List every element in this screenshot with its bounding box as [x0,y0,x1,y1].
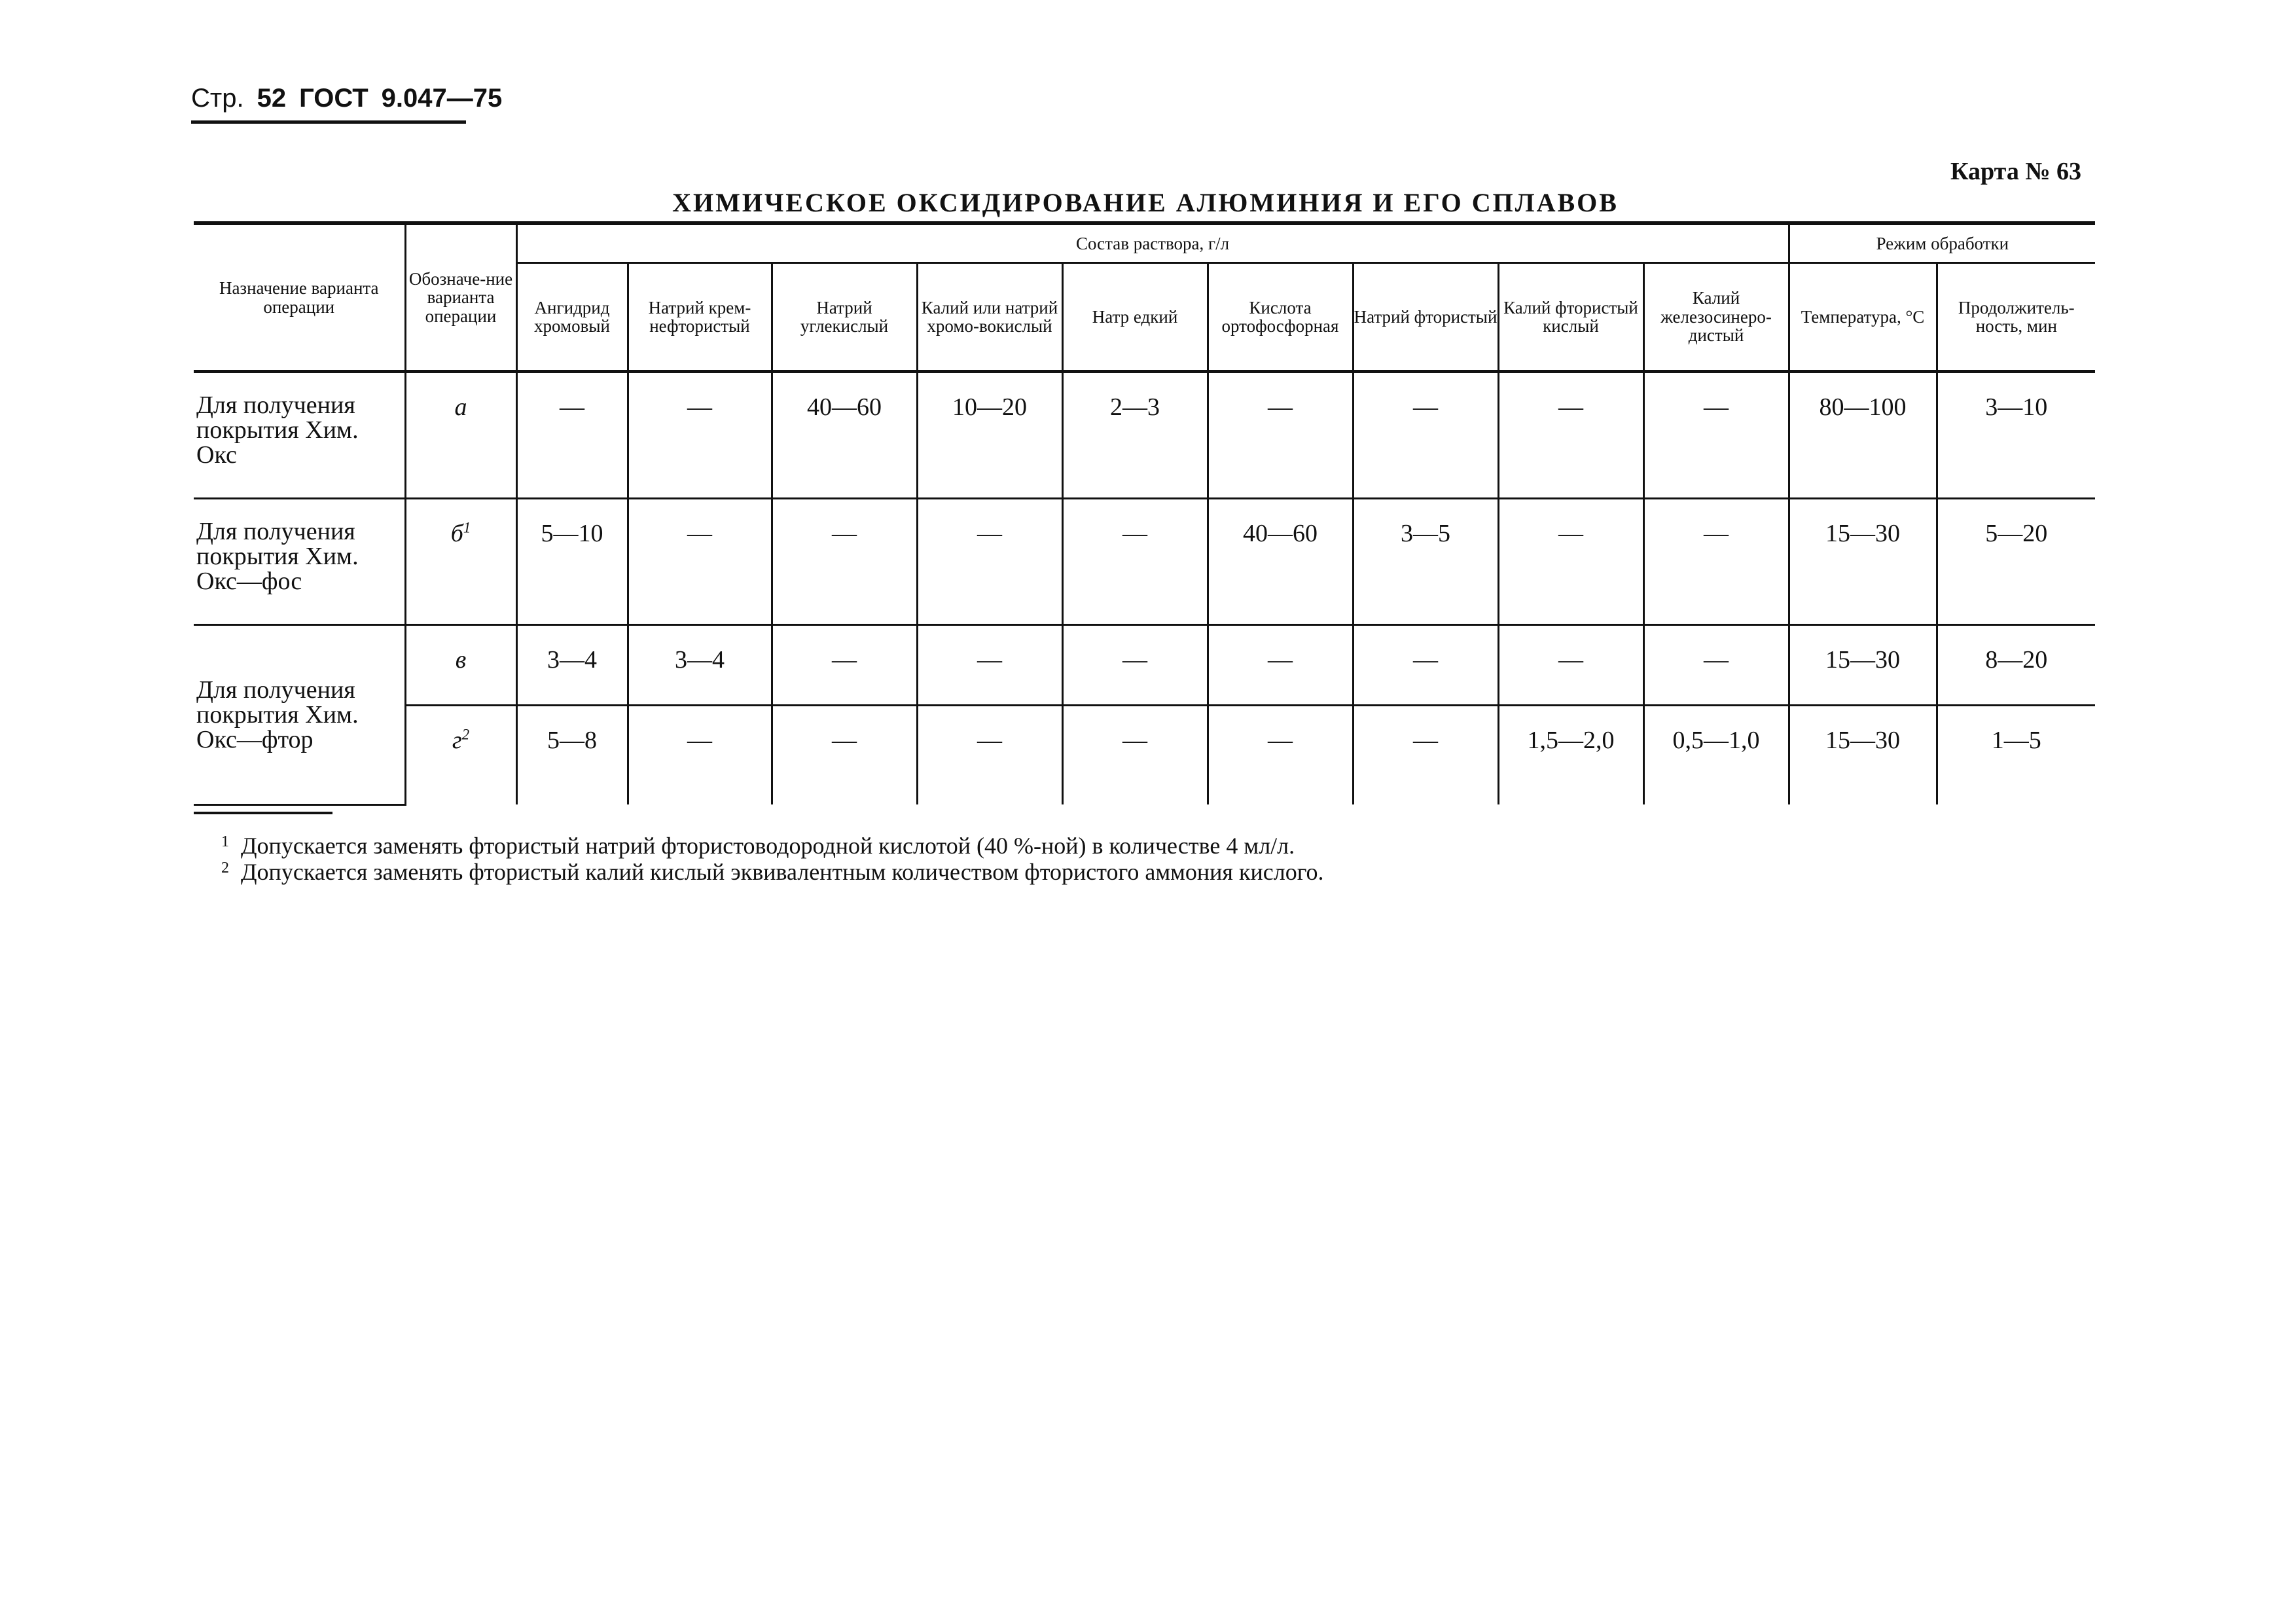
standard-number: 9.047—75 [381,84,503,113]
table-row [194,706,2095,805]
cell: — [1208,706,1353,805]
cell: — [516,372,628,499]
cell: — [772,706,917,805]
code-sup: 1 [463,519,471,536]
cell: — [917,499,1062,625]
header-solution-col: Ангидрид хромовый [516,263,628,372]
cell: — [1208,625,1353,706]
cell: — [1498,372,1643,499]
table-row [194,625,2095,706]
header-mode-col: Продолжитель-ность, мин [1937,263,2095,372]
header-purpose: Назначение варианта операции [194,223,405,372]
header-solution-col: Натрий фтористый [1353,263,1498,372]
cell: — [1208,372,1353,499]
cell: 8—20 [1937,625,2095,706]
cell: — [1353,625,1498,706]
cell: — [917,706,1062,805]
footnote-text: Допускается заменять фтористый натрий фтористоводородной кислотой (40 %-ной) в количестве 4 мл/л. [241,833,1295,859]
header-solution-col: Натрий углекислый [772,263,917,372]
cell: — [917,625,1062,706]
cell: — [772,625,917,706]
header-solution-col: Калий железосинеро-дистый [1643,263,1789,372]
row-purpose: Для получения покрытия Хим. Окс—фос [194,499,405,625]
row-purpose: Для получения покрытия Хим. Окс—фтор [194,625,405,805]
row-code [405,625,516,706]
footnote [221,859,1324,885]
table-row [194,372,2095,499]
document-title: ХИМИЧЕСКОЕ ОКСИДИРОВАНИЕ АЛЮМИНИЯ И ЕГО СПЛАВОВ [672,188,1619,217]
cell: — [1498,499,1643,625]
cell: 40—60 [1208,499,1353,625]
cell: 10—20 [917,372,1062,499]
header-solution-col: Калий фтористый кислый [1498,263,1643,372]
cell: — [1643,372,1789,499]
header-solution-group: Состав раствора, г/л [516,223,1789,263]
cell: — [1643,625,1789,706]
footnotes [221,833,1324,885]
cell: — [1062,499,1208,625]
cell: 15—30 [1789,706,1937,805]
cell: 15—30 [1789,625,1937,706]
header-rule [191,120,466,124]
code-letter: а [454,393,467,421]
cell: 1—5 [1937,706,2095,805]
oxidation-table [194,221,2095,806]
cell: 3—5 [1353,499,1498,625]
header-mode-group: Режим обработки [1789,223,2095,263]
row-code [405,372,516,499]
code-letter: г [452,727,462,754]
footnote-mark: 2 [221,859,229,876]
cell: 0,5—1,0 [1643,706,1789,805]
page-header [191,84,515,113]
cell: 3—10 [1937,372,2095,499]
cell: 5—8 [516,706,628,805]
table-row [194,499,2095,625]
row-purpose: Для получения покрытия Хим. Окс [194,372,405,499]
page-label: Стр. [191,84,244,113]
cell: — [628,706,772,805]
row-code [405,706,516,805]
standard-name: ГОСТ [299,84,368,113]
cell: 5—20 [1937,499,2095,625]
cell: — [628,499,772,625]
footnote-rule [194,812,332,814]
cell: — [1353,706,1498,805]
cell: 1,5—2,0 [1498,706,1643,805]
code-letter: б [450,520,463,547]
cell: — [628,372,772,499]
row-code [405,499,516,625]
code-sup: 2 [461,726,470,743]
cell: — [1498,625,1643,706]
cell: 2—3 [1062,372,1208,499]
code-letter: в [455,646,467,674]
cell: 5—10 [516,499,628,625]
header-solution-col: Калий или натрий хромо-вокислый [917,263,1062,372]
header-solution-col: Натрий крем-нефтористый [628,263,772,372]
footnote-mark: 1 [221,833,229,850]
cell: — [1643,499,1789,625]
header-code: Обозначе-ние варианта операции [405,223,516,372]
cell: 3—4 [516,625,628,706]
header-mode-col: Температура, °С [1789,263,1937,372]
cell: — [1353,372,1498,499]
cell: — [1062,625,1208,706]
cell: — [772,499,917,625]
card-number: Карта № 63 [1950,158,2082,185]
header-solution-col: Натр едкий [1062,263,1208,372]
cell: — [1062,706,1208,805]
footnote-text: Допускается заменять фтористый калий кислый эквивалентным количеством фтористого аммония кислого. [241,859,1324,885]
header-solution-col: Кислота ортофосфорная [1208,263,1353,372]
cell: 15—30 [1789,499,1937,625]
page-number: 52 [257,84,287,113]
cell: 80—100 [1789,372,1937,499]
cell: 40—60 [772,372,917,499]
cell: 3—4 [628,625,772,706]
footnote [221,833,1324,859]
